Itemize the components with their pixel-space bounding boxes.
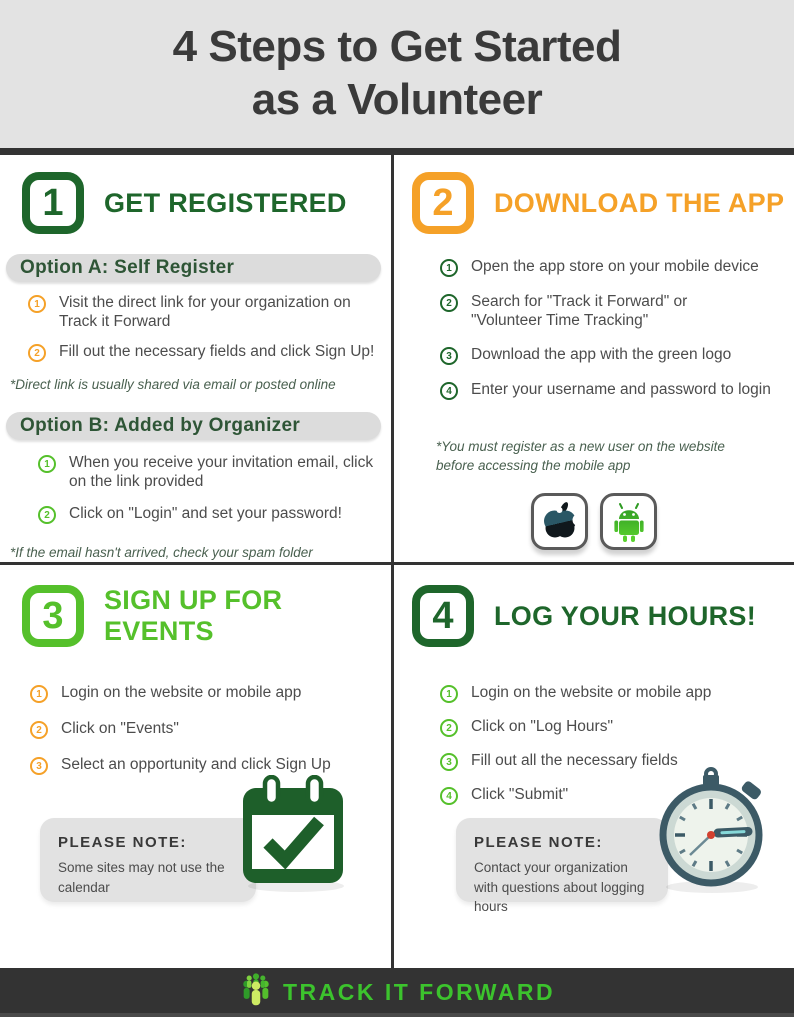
step1-section [0, 155, 391, 562]
circled-number-icon: 2 [440, 294, 458, 312]
list-item [440, 684, 794, 703]
list-item [28, 343, 391, 362]
step1-number-badge: 1 [22, 172, 84, 234]
list-item [30, 720, 391, 739]
list-item [30, 756, 391, 775]
circled-number-icon: 2 [38, 506, 56, 524]
circled-number-icon: 3 [440, 347, 458, 365]
list-item [38, 505, 391, 524]
circled-number-icon: 1 [38, 455, 56, 473]
list-item-text: Open the app store on your mobile device [471, 258, 759, 275]
step4-heading: LOG YOUR HOURS! [494, 600, 757, 631]
list-item-text: Click on "Events" [61, 720, 179, 737]
circled-number-icon: 4 [440, 382, 458, 400]
step4-note-box [456, 818, 668, 915]
bottom-edge-strip [0, 1013, 794, 1017]
circled-number-icon: 3 [440, 753, 458, 771]
step4-header [412, 585, 794, 647]
circled-number-icon: 2 [30, 721, 48, 739]
step2-heading: DOWNLOAD THE APP [494, 187, 785, 218]
note-title: PLEASE NOTE: [474, 834, 603, 851]
option-a-note: *Direct link is usually shared via email or posted online [10, 377, 336, 393]
option-b-list [38, 454, 391, 524]
step1-header [22, 172, 391, 234]
note-body: Some sites may not use the calendar [58, 860, 225, 895]
list-item-text: Click on "Log Hours" [471, 718, 613, 735]
circled-number-icon: 1 [440, 259, 458, 277]
list-item-text: Fill out all the necessary fields [471, 752, 678, 769]
circled-number-icon: 1 [30, 685, 48, 703]
step4-number-badge: 4 [412, 585, 474, 647]
list-item [440, 718, 794, 737]
page-title-line1: 4 Steps to Get Started [172, 22, 622, 72]
apple-app-store-icon [531, 493, 588, 550]
step4-section [394, 565, 794, 968]
track-it-forward-logo [239, 970, 273, 1015]
step2-number-badge: 2 [412, 172, 474, 234]
list-item [440, 381, 794, 400]
circled-number-icon: 2 [440, 719, 458, 737]
step2-list [440, 258, 794, 400]
circled-number-icon: 1 [440, 685, 458, 703]
list-item-text: Search for "Track it Forward" or "Volunteer Time Tracking" [471, 293, 688, 329]
option-a-list [28, 294, 391, 362]
circled-number-icon: 4 [440, 787, 458, 805]
list-item-text: When you receive your invitation email, click on the link provided [69, 454, 374, 490]
list-item [30, 684, 391, 703]
list-item [38, 454, 391, 491]
list-item-text: Fill out the necessary fields and click Sign Up! [59, 343, 375, 361]
list-item [440, 258, 794, 277]
list-item-text: Visit the direct link for your organization on Track it Forward [59, 294, 351, 330]
list-item [440, 293, 794, 330]
calendar-check-icon [240, 775, 348, 898]
list-item-text: Login on the website or mobile app [471, 684, 712, 701]
step3-list [30, 684, 391, 775]
list-item-text: Login on the website or mobile app [61, 684, 302, 701]
step2-header [412, 172, 794, 234]
option-b-label: Option B: Added by Organizer [6, 412, 381, 440]
list-item-text: Select an opportunity and click Sign Up [61, 756, 331, 773]
header-banner [0, 0, 794, 148]
option-b-note: *If the email hasn't arrived, check your spam folder [10, 545, 313, 561]
step1-heading: GET REGISTERED [104, 187, 347, 218]
footer-bar [0, 968, 794, 1017]
circled-number-icon: 2 [28, 344, 46, 362]
circled-number-icon: 1 [28, 295, 46, 313]
step2-note: *You must register as a new user on the website before accessing the mobile app [436, 439, 725, 474]
list-item-text: Enter your username and password to login [471, 381, 771, 399]
brand-name: TRACK IT FORWARD [282, 979, 556, 1005]
list-item-text: Download the app with the green logo [471, 346, 732, 364]
list-item-text: Click "Submit" [471, 786, 569, 803]
android-app-icon [600, 493, 657, 550]
step3-section [0, 565, 391, 968]
step3-heading: SIGN UP FOR EVENTS [104, 585, 283, 646]
note-body: Contact your organization with questions about logging hours [474, 860, 645, 915]
page-title-line2: as a Volunteer [251, 75, 543, 124]
list-item [28, 294, 391, 331]
circled-number-icon: 3 [30, 757, 48, 775]
header-divider-bar [0, 148, 794, 155]
option-a-label: Option A: Self Register [6, 254, 381, 282]
list-item [440, 346, 794, 365]
step3-number-badge: 3 [22, 585, 84, 647]
step3-note-box [40, 818, 256, 902]
note-title: PLEASE NOTE: [58, 834, 187, 851]
app-store-icons [394, 493, 794, 550]
step3-header [22, 585, 391, 647]
list-item-text: Click on "Login" and set your password! [69, 505, 342, 523]
stopwatch-icon [652, 767, 770, 900]
step2-section [394, 155, 794, 562]
